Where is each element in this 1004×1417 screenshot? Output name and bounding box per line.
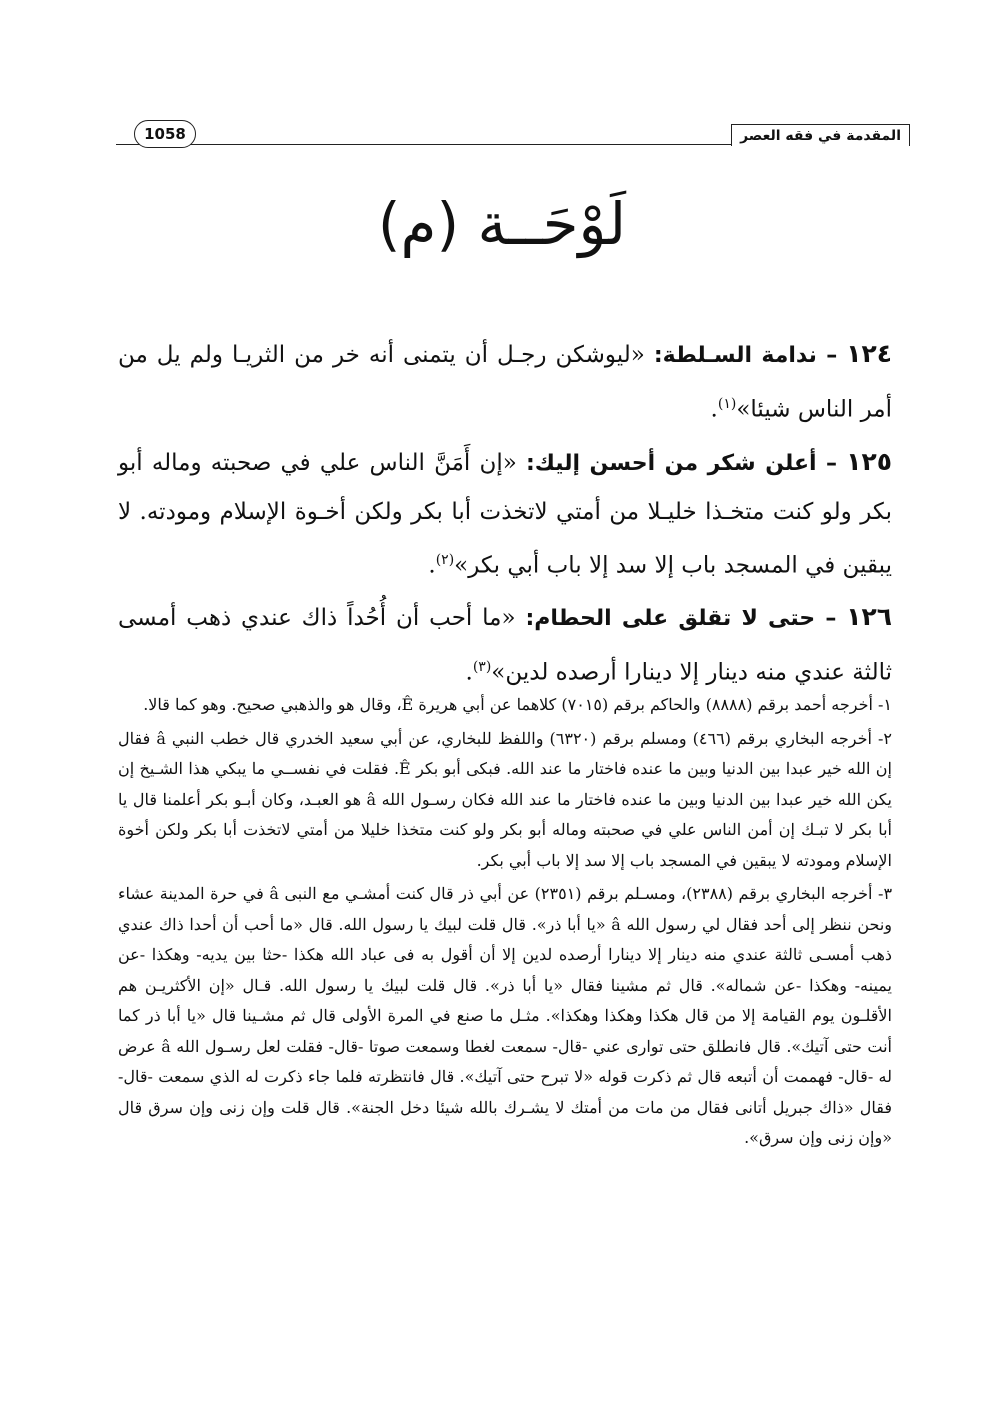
book-title: المقدمة في فقه العصر [731, 124, 910, 146]
item-text: «ليوشكن رجـل أن يتمنى أنه خر من الثريـا ولم يل من أمر الناس شيئا» [118, 342, 892, 423]
item-heading: ندامة السـلطة: [653, 343, 817, 368]
page-number: 1058 [134, 120, 196, 148]
item-text: «إن أَمَنَّ الناس علي في صحبته وماله أبو بكر ولو كنت متخـذا خليـلا من أمتي لاتخذت أبا بكر ولكن أخـوة الإسلام ومودته. لا يبقين في المسجد باب إلا سد إلا باب أبي بكر» [118, 449, 892, 579]
item-end: . [428, 552, 436, 579]
plate-title: لَوْحَــة (م) [377, 190, 627, 258]
footnote-2: ٢- أخرجه البخاري برقم (٤٦٦) ومسلم برقم (٦٣٢٠) واللفظ للبخاري، عن أبي سعيد الخدري قال خطب النبي â فقال إن الله خير عبدا بين الدنيا وبين ما عنده فاختار ما عند الله. فبكى أبو بكر Ê. فقلت في نفســي ما يبكي هذا الشـيخ إن يكن الله خير عبدا بين الدنيا وبين ما عنده فاختار ما عند الله فكان رسـول الله â هو العبـد، وكان أبـو بكر أعلمنا قال يا أبا بكر لا تبـك إن أمن الناس علي في صحبته وماله أبو بكر ولو كنت متخذا خليلا من أمتي لاتخذت أبا بكر ولكن أخوة الإسلام ومودته لا يبقين في المسجد باب إلا سد إلا باب أبي بكر. [118, 728, 892, 870]
footnotes [118, 690, 892, 1157]
item-number: ١٢٤ [846, 339, 892, 368]
footnote-ref: (٢) [435, 551, 455, 568]
main-text [118, 330, 892, 701]
item-number: ١٢٦ [846, 602, 892, 632]
footnote-ref: (٣) [472, 659, 492, 676]
item-number: ١٢٥ [846, 446, 893, 476]
item-124: ١٢٤ – ندامة السـلطة: «ليوشكن رجـل أن يتمنى أنه خر من الثريـا ولم يل من أمر الناس شيئا»$^{(١)}$. [118, 339, 892, 423]
footnote-1: ١- أخرجه أحمد برقم (٨٨٨٨) والحاكم برقم (٧٠١٥) كلاهما عن أبي هريرة Ê، وقال هو والذهبي صحيح. وهو كما قالا. [143, 695, 892, 714]
item-text: «ما أحب أن أُحُداً ذاك عندي ذهب أمسى ثالثة عندي منه دينار إلا دينارا أرصده لدين» [118, 605, 892, 686]
footnote-ref: (١) [717, 396, 737, 412]
footnote-3: ٣- أخرجه البخاري برقم (٢٣٨٨)، ومسـلم برقم (٢٣٥١) عن أبي ذر قال كنت أمشـي مع النبى â في حرة المدينة عشاء ونحن ننظر إلى أحد فقال لي رسول الله â «يا أبا ذر». قال قلت لبيك يا رسول الله. قال «ما أحب أن أحدا ذاك عندي ذهب أمسـى ثالثة عندي منه دينار إلا دينارا أرصده لدين إلا أن أقول به فى عباد الله هكذا -حثا بين يديه- وهكذا -عن يمينه- وهكذا -عن شماله». قال ثم مشينا فقال «يا أبا ذر». قال قلت لبيك يا رسول الله. قـال «إن الأكثريـن هم الأقلـون يوم القيامة إلا من قال هكذا وهكذا وهكذا». مثـل ما صنع في المرة الأولى قال ثم مشـينا قال «يا أبا ذر كما أنت حتى آتيك». قال فانطلق حتى توارى عني -قال- سمعت لغطا وسمعت صوتا -قال- فقلت لعل رسـول الله â عرض له -قال- فهممت أن أتبعه قال ثم ذكرت قوله «لا تبرح حتى آتيك». قال فانتظرته فلما جاء ذكرت له الذي سمعت -قال- فقال «ذاك جبريل أتانى فقال من مات من أمتك لا يشـرك بالله شيئا دخل الجنة». قال قلت وإن زنى وإن سرق قال «وإن زنى وإن سرق». [118, 884, 893, 1147]
item-end: . [465, 659, 473, 686]
item-126: ١٢٦ – حتى لا تقلق على الحطام: «ما أحب أن أُحُداً ذاك عندي ذهب أمسى ثالثة عندي منه دينار إلا دينارا أرصده لدين»$^{(٣)}$. [118, 602, 892, 686]
item-heading: حتى لا تقلق على الحطام: [525, 606, 816, 632]
item-heading: أعلن شكر من أحسن إليك: [525, 450, 817, 476]
item-end: . [710, 396, 718, 423]
page-header [116, 120, 910, 148]
item-125: ١٢٥ – أعلن شكر من أحسن إليك: «إن أَمَنَّ الناس علي في صحبته وماله أبو بكر ولو كنت متخـذا خليـلا من أمتي لاتخذت أبا بكر ولكن أخـوة الإسلام ومودته. لا يبقين في المسجد باب إلا سد إلا باب أبي بكر»$^{(٢)}$. [118, 446, 893, 579]
